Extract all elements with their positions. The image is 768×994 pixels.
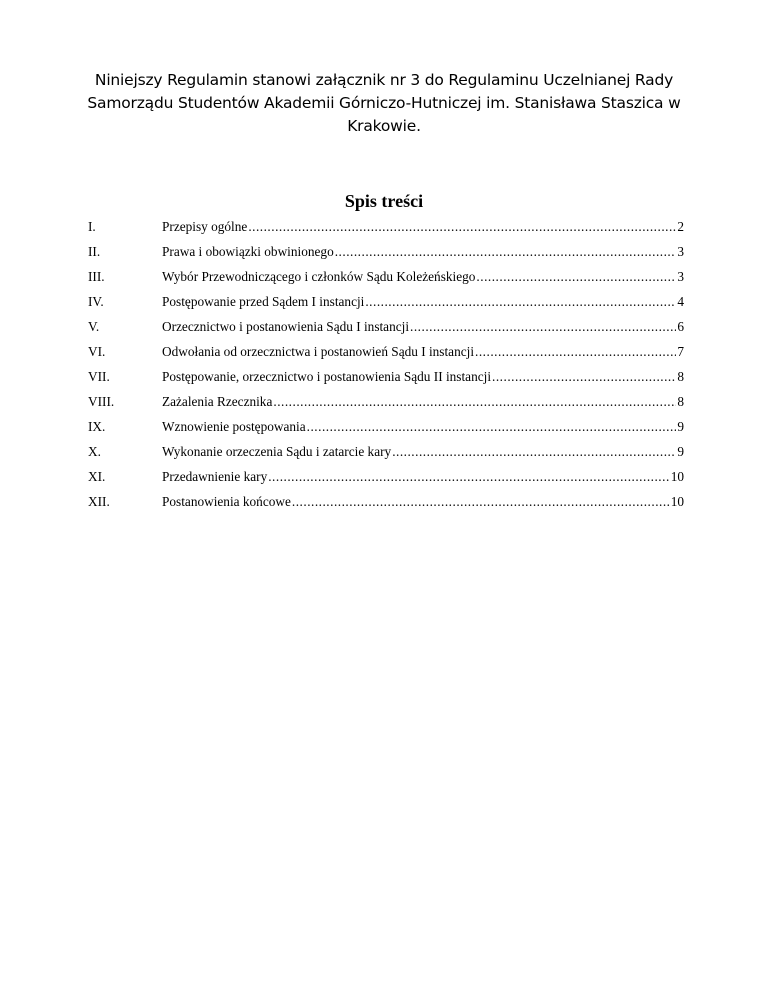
toc-dot-leader [273, 394, 676, 410]
toc-dot-leader [335, 244, 677, 260]
toc-entry-page[interactable]: 3 [677, 269, 684, 284]
toc-entry-2[interactable] [88, 235, 684, 260]
toc-entry-number: VI. [88, 344, 106, 359]
toc-entry-number: VII. [88, 369, 110, 384]
toc-entry-number: IX. [88, 419, 106, 434]
intro-paragraph: Niniejszy Regulamin stanowi załącznik nr 3 do Regulaminu Uczelnianej Rady Samorządu Studentów Akademii Górniczo-Hutniczej im. Stanisława Staszica w Krakowie. [87, 71, 681, 135]
toc-entry-number: IV. [88, 294, 104, 309]
toc-entry-page[interactable]: 9 [677, 444, 684, 459]
toc-entry-label[interactable]: Odwołania od orzecznictwa i postanowień Sądu I instancji [162, 344, 475, 359]
toc-entry-number: V. [88, 319, 100, 334]
toc-dot-leader [475, 344, 676, 360]
toc-entry-page[interactable]: 4 [677, 294, 684, 309]
toc-entry-number: I. [88, 219, 96, 234]
toc-entry-page[interactable]: 7 [677, 344, 684, 359]
toc-dot-leader [292, 494, 670, 510]
toc-entry-12[interactable] [88, 485, 684, 510]
toc-entry-label[interactable]: Prawa i obowiązki obwinionego [162, 244, 334, 259]
toc-entry-10[interactable] [88, 435, 684, 460]
toc-dot-leader [248, 219, 676, 235]
toc-entry-label[interactable]: Zażalenia Rzecznika [162, 394, 273, 409]
toc-entry-page[interactable]: 10 [670, 469, 684, 484]
toc-entry-7[interactable] [88, 360, 684, 385]
toc-entry-page[interactable]: 9 [677, 419, 684, 434]
toc-entry-number: XII. [88, 494, 110, 509]
toc-entry-page[interactable]: 10 [670, 494, 684, 509]
toc-entry-8[interactable] [88, 385, 684, 410]
toc-entry-1[interactable] [88, 210, 684, 235]
toc-entry-number: XI. [88, 469, 106, 484]
toc-entry-page[interactable]: 8 [677, 369, 684, 384]
toc-entry-3[interactable] [88, 260, 684, 285]
toc-entry-label[interactable]: Przedawnienie kary [162, 469, 268, 484]
toc-dot-leader [476, 269, 676, 285]
toc-entry-label[interactable]: Orzecznictwo i postanowienia Sądu I instancji [162, 319, 410, 334]
toc-entry-number: II. [88, 244, 101, 259]
toc-entry-page[interactable]: 6 [677, 319, 684, 334]
toc-entry-label[interactable]: Przepisy ogólne [162, 219, 248, 234]
toc-entry-page[interactable]: 3 [677, 244, 684, 259]
toc-entry-label[interactable]: Wykonanie orzeczenia Sądu i zatarcie kary [162, 444, 392, 459]
toc-dot-leader [392, 444, 676, 460]
toc-entry-number: VIII. [88, 394, 115, 409]
toc-entry-9[interactable] [88, 410, 684, 435]
toc-entry-label[interactable]: Wznowienie postępowania [162, 419, 306, 434]
toc-entry-11[interactable] [88, 460, 684, 485]
toc-entry-number: X. [88, 444, 101, 459]
toc-dot-leader [410, 319, 676, 335]
toc-heading: Spis treści [344, 191, 424, 211]
toc-entry-label[interactable]: Postępowanie, orzecznictwo i postanowienia Sądu II instancji [162, 369, 492, 384]
toc-dot-leader [492, 369, 676, 385]
toc-entry-label[interactable]: Postępowanie przed Sądem I instancji [162, 294, 365, 309]
toc-entry-6[interactable] [88, 335, 684, 360]
toc-entry-label[interactable]: Wybór Przewodniczącego i członków Sądu Koleżeńskiego [162, 269, 476, 284]
toc-entry-page[interactable]: 2 [677, 219, 684, 234]
toc-entry-4[interactable] [88, 285, 684, 310]
toc-entry-page[interactable]: 8 [677, 394, 684, 409]
toc-dot-leader [268, 469, 669, 485]
toc-entry-label[interactable]: Postanowienia końcowe [162, 494, 291, 509]
toc-dot-leader [307, 419, 677, 435]
table-of-contents [88, 210, 684, 510]
toc-entry-number: III. [88, 269, 105, 284]
toc-dot-leader [365, 294, 676, 310]
toc-entry-5[interactable] [88, 310, 684, 335]
